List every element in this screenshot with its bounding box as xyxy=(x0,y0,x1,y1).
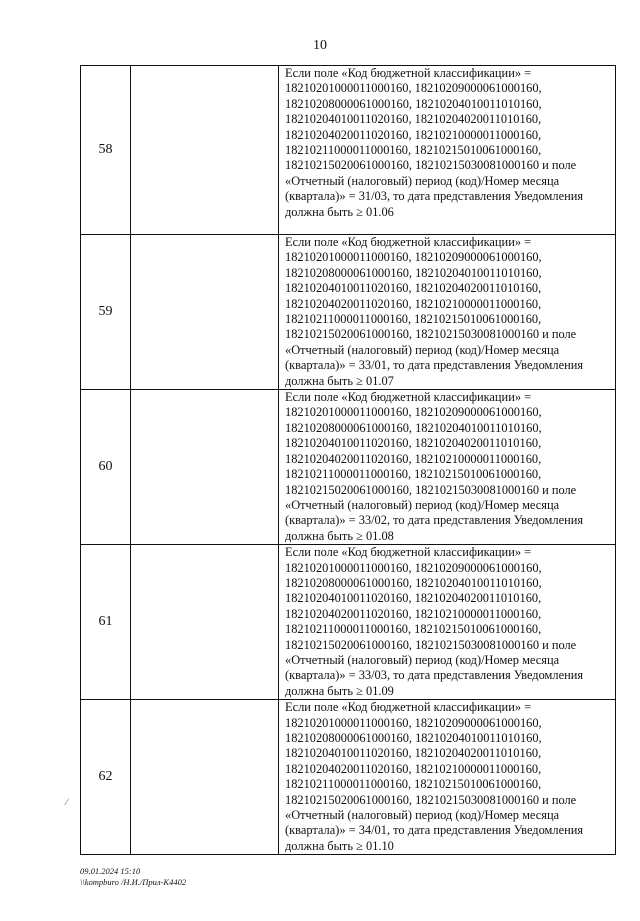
empty-cell xyxy=(131,235,279,390)
rules-table xyxy=(80,65,616,855)
empty-cell xyxy=(131,700,279,855)
rule-text: Если поле «Код бюджетной классификации» = 18210201000011000160, 18210209000061000160, 18210208000061000160, 18210204010011010160, 18210204010011020160, 18210204020011010160, 18210204020011020160, 18210210000011000160, 18210211000011000160, 18210215010061000160, 18210215020061000160, 18210215030081000160 и поле «Отчетный (налоговый) период (код)/Номер месяца (квартала)» = 31/03, то дата представления Уведомления должна быть ≥ 01.06 xyxy=(279,66,616,235)
footer-timestamp: 09.01.2024 15:10 xyxy=(80,866,141,876)
empty-cell xyxy=(131,66,279,235)
row-number: 61 xyxy=(81,545,131,700)
footer xyxy=(80,866,186,888)
rule-text: Если поле «Код бюджетной классификации» = 18210201000011000160, 18210209000061000160, 18210208000061000160, 18210204010011010160, 18210204010011020160, 18210204020011010160, 18210204020011020160, 18210210000011000160, 18210211000011000160, 18210215010061000160, 18210215020061000160, 18210215030081000160 и поле «Отчетный (налоговый) период (код)/Номер месяца (квартала)» = 33/02, то дата представления Уведомления должна быть ≥ 01.08 xyxy=(279,390,616,545)
table-row xyxy=(81,390,616,545)
rule-text: Если поле «Код бюджетной классификации» = 18210201000011000160, 18210209000061000160, 18210208000061000160, 18210204010011010160, 18210204010011020160, 18210204020011010160, 18210204020011020160, 18210210000011000160, 18210211000011000160, 18210215010061000160, 18210215020061000160, 18210215030081000160 и поле «Отчетный (налоговый) период (код)/Номер месяца (квартала)» = 34/01, то дата представления Уведомления должна быть ≥ 01.10 xyxy=(279,700,616,855)
margin-mark: ⁄ xyxy=(66,797,68,807)
table-row xyxy=(81,235,616,390)
footer-path: \\kompburo /Н.И./Прил-К4402 xyxy=(80,877,187,887)
rule-text: Если поле «Код бюджетной классификации» = 18210201000011000160, 18210209000061000160, 18210208000061000160, 18210204010011010160, 18210204010011020160, 18210204020011010160, 18210204020011020160, 18210210000011000160, 18210211000011000160, 18210215010061000160, 18210215020061000160, 18210215030081000160 и поле «Отчетный (налоговый) период (код)/Номер месяца (квартала)» = 33/03, то дата представления Уведомления должна быть ≥ 01.09 xyxy=(279,545,616,700)
row-number: 60 xyxy=(81,390,131,545)
page-number: 10 xyxy=(313,38,327,53)
table-row xyxy=(81,66,616,235)
rule-text: Если поле «Код бюджетной классификации» = 18210201000011000160, 18210209000061000160, 18210208000061000160, 18210204010011010160, 18210204010011020160, 18210204020011010160, 18210204020011020160, 18210210000011000160, 18210211000011000160, 18210215010061000160, 18210215020061000160, 18210215030081000160 и поле «Отчетный (налоговый) период (код)/Номер месяца (квартала)» = 33/01, то дата представления Уведомления должна быть ≥ 01.07 xyxy=(279,235,616,390)
row-number: 58 xyxy=(81,66,131,235)
empty-cell xyxy=(131,390,279,545)
row-number: 59 xyxy=(81,235,131,390)
table-row xyxy=(81,700,616,855)
row-number: 62 xyxy=(81,700,131,855)
empty-cell xyxy=(131,545,279,700)
table-row xyxy=(81,545,616,700)
